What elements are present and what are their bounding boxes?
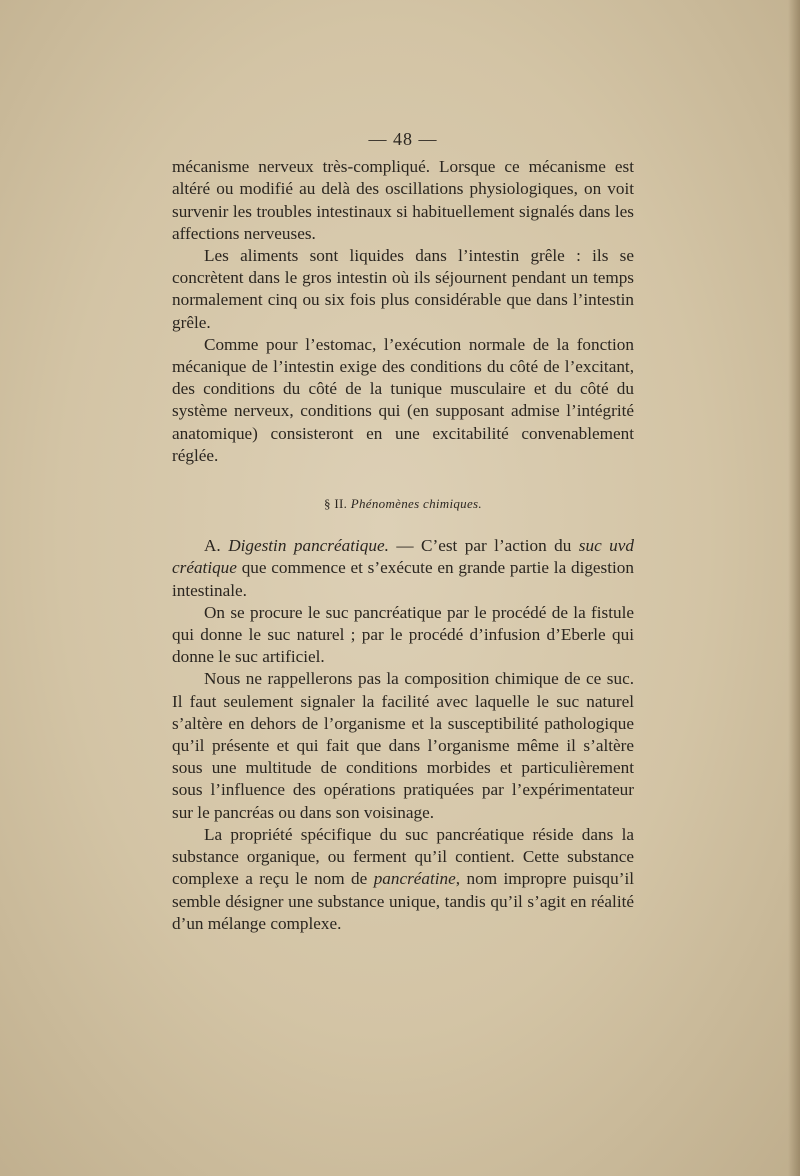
pancreatine-text-before: La propriété spécifique du suc pancréatique réside dans la substance organique, ou ferment qu’il contient. Cette substance complexe a reçu le nom de	[172, 824, 634, 889]
paragraph-1: mécanisme nerveux très-compliqué. Lorsque ce mécanisme est altéré ou modifié au delà des oscillations physiologiques, on voit survenir les troubles intestinaux si habituellement signalés dans les affections nerveuses.	[172, 157, 634, 243]
paragraph-2: Les aliments sont liquides dans l’intestin grêle : ils se concrètent dans le gros intestin où ils séjournent pendant un temps normalement cinq ou six fois plus considérable que dans l’intestin grêle.	[172, 246, 634, 332]
paragraph-3: Comme pour l’estomac, l’exécution normale de la fonction mécanique de l’intestin exige des conditions du côté de l’excitant, des conditions du côté de la tunique musculaire et du côté du système nerveux, conditions qui (en supposant admise l’intégrité anatomique) consisteront en une excitabilité convenablement réglée.	[172, 334, 634, 465]
subsection-paragraph	[172, 535, 634, 602]
paragraph-procure: On se procure le suc pancréatique par le procédé de la fistule qui donne le suc naturel ; par le procédé d’infusion d’Eberle qui donne le suc artificiel.	[172, 602, 634, 667]
paragraph-pancreatine	[172, 824, 634, 935]
subsection-italic-term: suc uvd créatique	[172, 536, 634, 578]
page-edge-shadow	[788, 0, 800, 1176]
subsection-text-before: — C’est par l’action du	[388, 536, 579, 556]
pancreatine-text-after: , nom impropre puisqu’il semble désigner une substance unique, tandis qu’il s’agit en réalité d’un mélange complexe.	[172, 869, 635, 933]
subsection-text-after: que commence et s’exécute en grande partie la digestion intestinale.	[172, 558, 634, 600]
subsection-title: Digestin pancréatique.	[228, 536, 389, 556]
section-title: Phénomènes chimiques.	[350, 496, 482, 512]
page-text-block	[172, 128, 634, 935]
section-heading	[172, 493, 634, 515]
page-number: — 48 —	[368, 129, 438, 149]
subsection-label: A.	[204, 536, 221, 556]
section-number: § II.	[324, 496, 348, 512]
paragraph-composition: Nous ne rappellerons pas la composition chimique de ce suc. Il faut seulement signaler la facilité avec laquelle le suc naturel s’altère en dehors de l’organisme et la susceptibilité pathologique qu’il présente et qui fait que dans l’organisme même il s’altère sous une multitude de conditions morbides et particulièrement sous l’influence des opérations pratiquées par l’expérimentateur sur le pancréas ou dans son voisinage.	[172, 669, 634, 822]
pancreatine-term: pancréatine	[373, 869, 456, 889]
